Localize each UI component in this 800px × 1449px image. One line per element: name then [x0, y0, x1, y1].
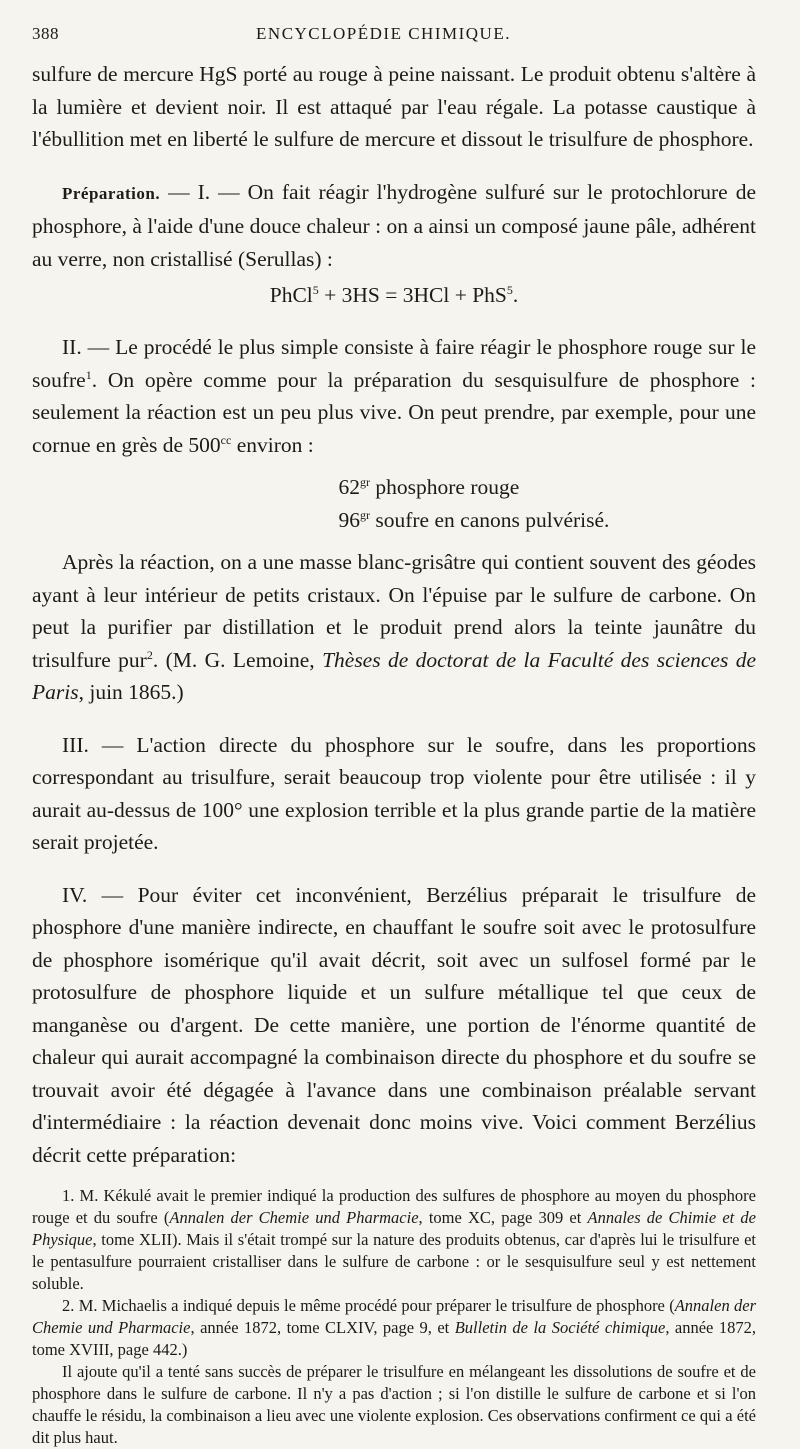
paragraph-preparation-iii: III. — L'action directe du phosphore sur le soufre, dans les proportions correspondant au trisulfure, serait beaucoup trop violente pour être utilisée : il y aurait au-dessus de 100° une explosion terrible et la plus grande partie de la matière serait projetée. — [32, 732, 756, 854]
paragraph-preparation-ii: II. — Le procédé le plus simple consiste à faire réagir le phosphore rouge sur le soufre$^1$. On opère comme pour la préparation du sesquisulfure de phosphore : seulement la réaction est un peu plus vive. On peut prendre, par exemple, pour une cornue en grès de $500^{cc}$ environ : — [32, 335, 756, 457]
footnote-2: 2. M. Michaelis a indiqué depuis le même procédé pour préparer le trisulfure de phosphore (Annalen der Chemie und Pharmacie, année 1872, tome CLXIV, page 9, et Bulletin de la Société chimique, année 1872, tome XVIII, page 442.) — [32, 1296, 756, 1359]
citation-title: Thèses de doctorat de la Faculté des sciences de Paris — [32, 647, 756, 704]
paragraph-preparation-i — [32, 176, 756, 276]
page-number: 388 — [32, 24, 59, 43]
chemical-formula: PhCl$^5$ + 3HS = 3HCl + PhS$^5$. — [269, 282, 519, 307]
footnote-ref-1: 1 — [85, 367, 92, 382]
quantity-line: $96^{gr}$ soufre en canons pulvérisé. — [338, 507, 610, 532]
page-header — [32, 24, 756, 58]
footnotes — [32, 1185, 756, 1449]
quantity-line: $62^{gr}$ phosphore rouge — [338, 474, 520, 499]
paragraph-text: — I. — On fait réagir l'hydrogène sulfuré sur le protochlorure de phosphore, à l'aide d'une douce chaleur : on a ainsi un composé jaune pâle, adhérent au verre, non cristallisé (Serullas) : — [32, 179, 756, 271]
footnote-1: 1. M. Kékulé avait le premier indiqué la production des sulfures de phosphore au moyen du phosphore rouge et du soufre (Annalen der Chemie und Pharmacie, tome XC, page 309 et Annales de Chimie et de Physique, tome XLII). Mais il s'était trompé sur la nature des produits obtenus, car d'après lui le trisulfure et le pentasulfure pourraient cristalliser dans le sulfure de carbone : or le sesquisulfure seul y est nettement soluble. — [32, 1186, 757, 1293]
footnote-2-continuation: Il ajoute qu'il a tenté sans succès de préparer le trisulfure en mélangeant les dissolutions de soufre et de phosphore dans le sulfure de carbone. Il n'y a pas d'action ; si l'on distille le sulfure de carbone et si l'on chauffe le résidu, la combinaison a lieu avec une violente explosion. Ces observations confirment ce qui a été dit plus haut. — [32, 1362, 756, 1447]
paragraph-preparation-iv: IV. — Pour éviter cet inconvénient, Berzélius préparait le trisulfure de phosphore d'une manière indirecte, en chauffant le soufre soit avec le protosulfure de phosphore isomérique qu'il avait décrit, soit avec un sulfosel formé par le protosulfure de phosphore liquide et un sulfure métallique tel que ceux de manganèse ou d'argent. De cette manière, une portion de l'énorme quantité de chaleur qui aurait accompagné la combinaison directe du phosphore et du soufre se trouvait avoir été dégagée à l'avance dans une combinaison préalable servant d'intermédiaire : la réaction devenait donc moins vive. Voici comment Berzélius décrit cette préparation: — [32, 882, 756, 1167]
section-heading-preparation: Préparation. — [62, 183, 161, 203]
paragraph-apres-reaction: Après la réaction, on a une masse blanc-grisâtre qui contient souvent des géodes ayant à leur intérieur de petits cristaux. On l'épuise par le sulfure de carbone. On peut la purifier par distillation et le produit prend alors la teinte jaunâtre du trisulfure pur$^2$. (M. G. Lemoine, Thèses de doctorat de la Faculté des sciences de Paris, juin 1865.) — [32, 550, 756, 704]
footnote-ref-2: 2 — [146, 647, 153, 662]
body-text — [32, 58, 756, 1171]
paragraph-continuation: sulfure de mercure HgS porté au rouge à peine naissant. Le produit obtenu s'altère à la lumière et devient noir. Il est attaqué par l'eau régale. La potasse caustique à l'ébullition met en liberté le sulfure de mercure et dissout le trisulfure de phosphore. — [32, 62, 756, 151]
running-title: ENCYCLOPÉDIE CHIMIQUE. — [256, 24, 511, 43]
